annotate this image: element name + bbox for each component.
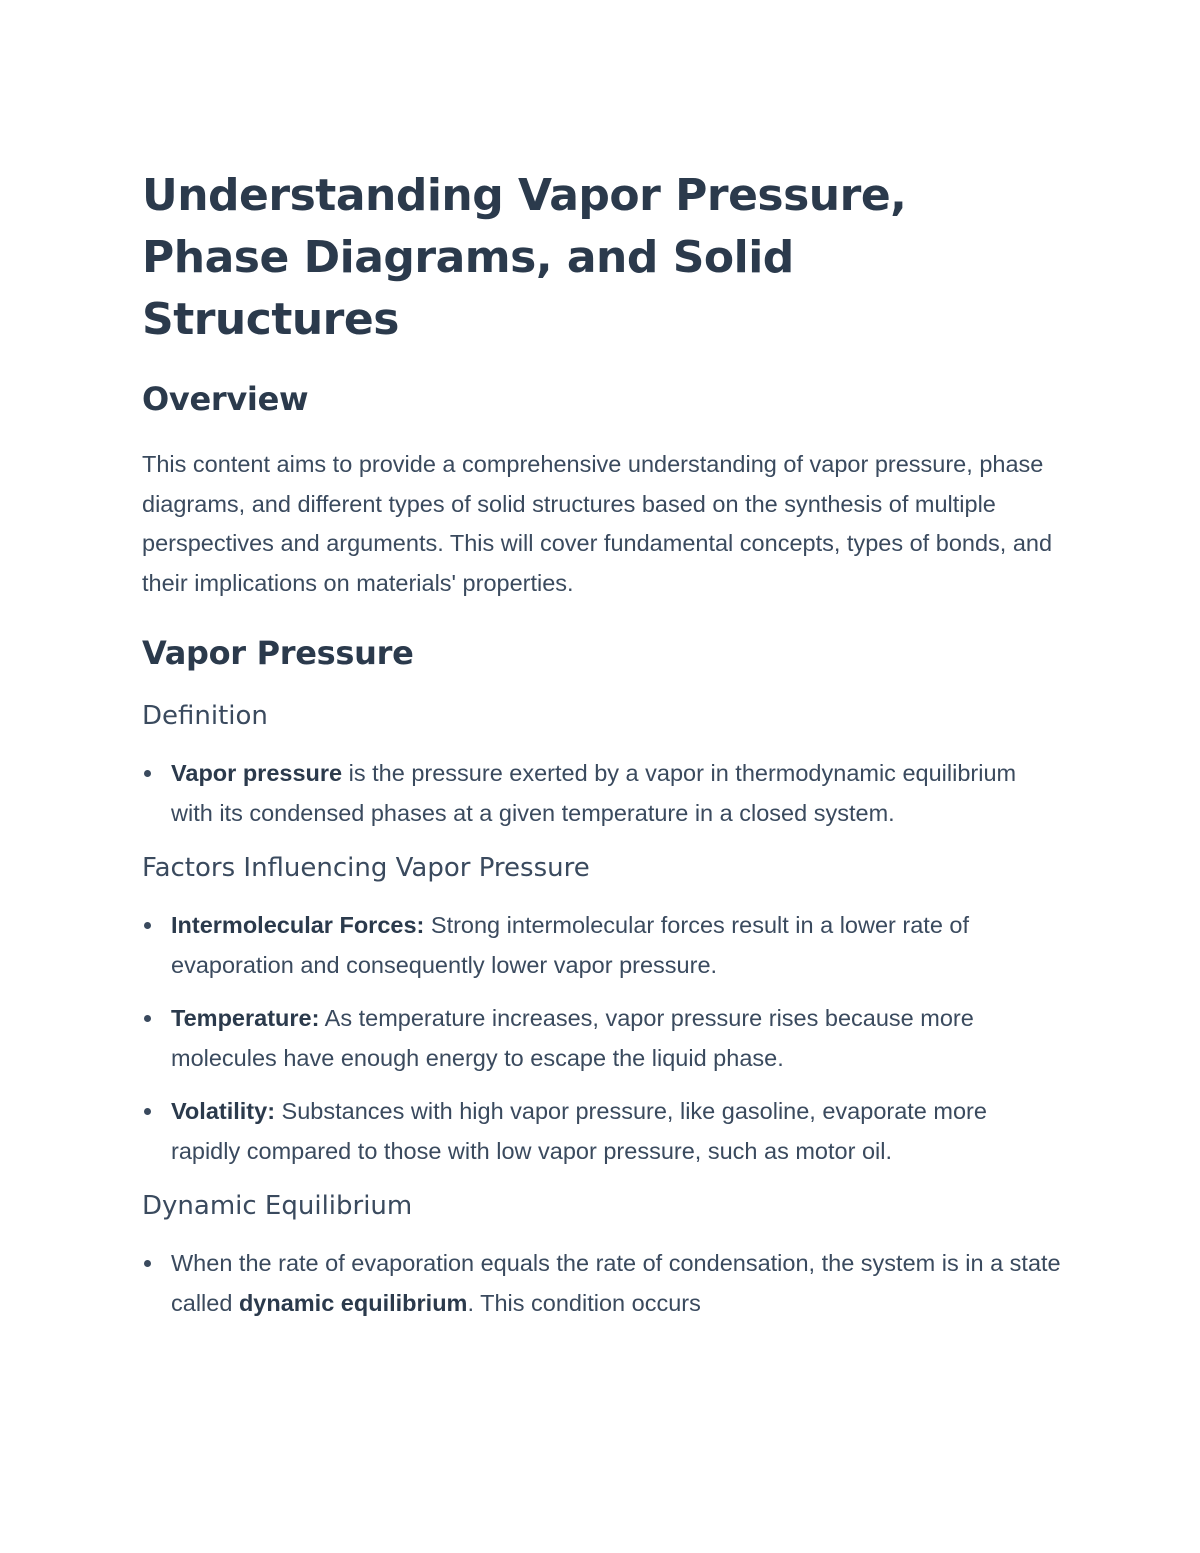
definition-list — [142, 753, 1062, 833]
list-item — [142, 1091, 1062, 1171]
overview-heading: Overview — [142, 380, 309, 418]
term-text: As temperature increases, vapor pressure rises because more molecules have enough energy to escape the liquid phase. — [171, 1005, 974, 1071]
overview-paragraph: This content aims to provide a comprehensive understanding of vapor pressure, phase diagrams, and different types of solid structures based on the synthesis of multiple perspectives and arguments. This will cover fundamental concepts, types of bonds, and their implications on materials' properties. — [142, 451, 1053, 596]
factors-list — [142, 905, 1062, 1171]
document-page — [142, 165, 1062, 1341]
list-item — [142, 905, 1062, 985]
item-text-after: . This condition occurs — [467, 1290, 701, 1316]
bullet-icon — [144, 1108, 151, 1115]
list-item — [142, 998, 1062, 1078]
vapor-pressure-heading: Vapor Pressure — [142, 634, 414, 672]
item-text-before: When the rate of evaporation equals the rate of condensation, the system is in a state called — [171, 1250, 1061, 1316]
bullet-icon — [144, 770, 151, 777]
dynamic-list — [142, 1243, 1062, 1323]
list-item — [142, 753, 1062, 833]
term-bold: Temperature: — [171, 1005, 320, 1031]
term-bold: Intermolecular Forces: — [171, 912, 425, 938]
term-text: is the pressure exerted by a vapor in thermodynamic equilibrium with its condensed phases at a given temperature in a closed system. — [171, 760, 1017, 826]
document-title: Understanding Vapor Pressure, Phase Diagrams, and Solid Structures — [142, 170, 907, 345]
term-bold: dynamic equilibrium — [238, 1290, 468, 1316]
dynamic-equilibrium-heading: Dynamic Equilibrium — [142, 1191, 413, 1221]
term-text: Substances with high vapor pressure, like gasoline, evaporate more rapidly compared to those with low vapor pressure, such as motor oil. — [171, 1098, 987, 1164]
bullet-icon — [144, 922, 151, 929]
factors-heading: Factors Influencing Vapor Pressure — [142, 853, 590, 883]
bullet-icon — [144, 1260, 151, 1267]
term-bold: Vapor pressure — [171, 760, 343, 786]
definition-heading: Definition — [142, 701, 268, 731]
list-item — [142, 1243, 1062, 1323]
term-bold: Volatility: — [171, 1098, 276, 1124]
term-text: Strong intermolecular forces result in a lower rate of evaporation and consequently lower vapor pressure. — [171, 912, 970, 978]
bullet-icon — [144, 1015, 151, 1022]
